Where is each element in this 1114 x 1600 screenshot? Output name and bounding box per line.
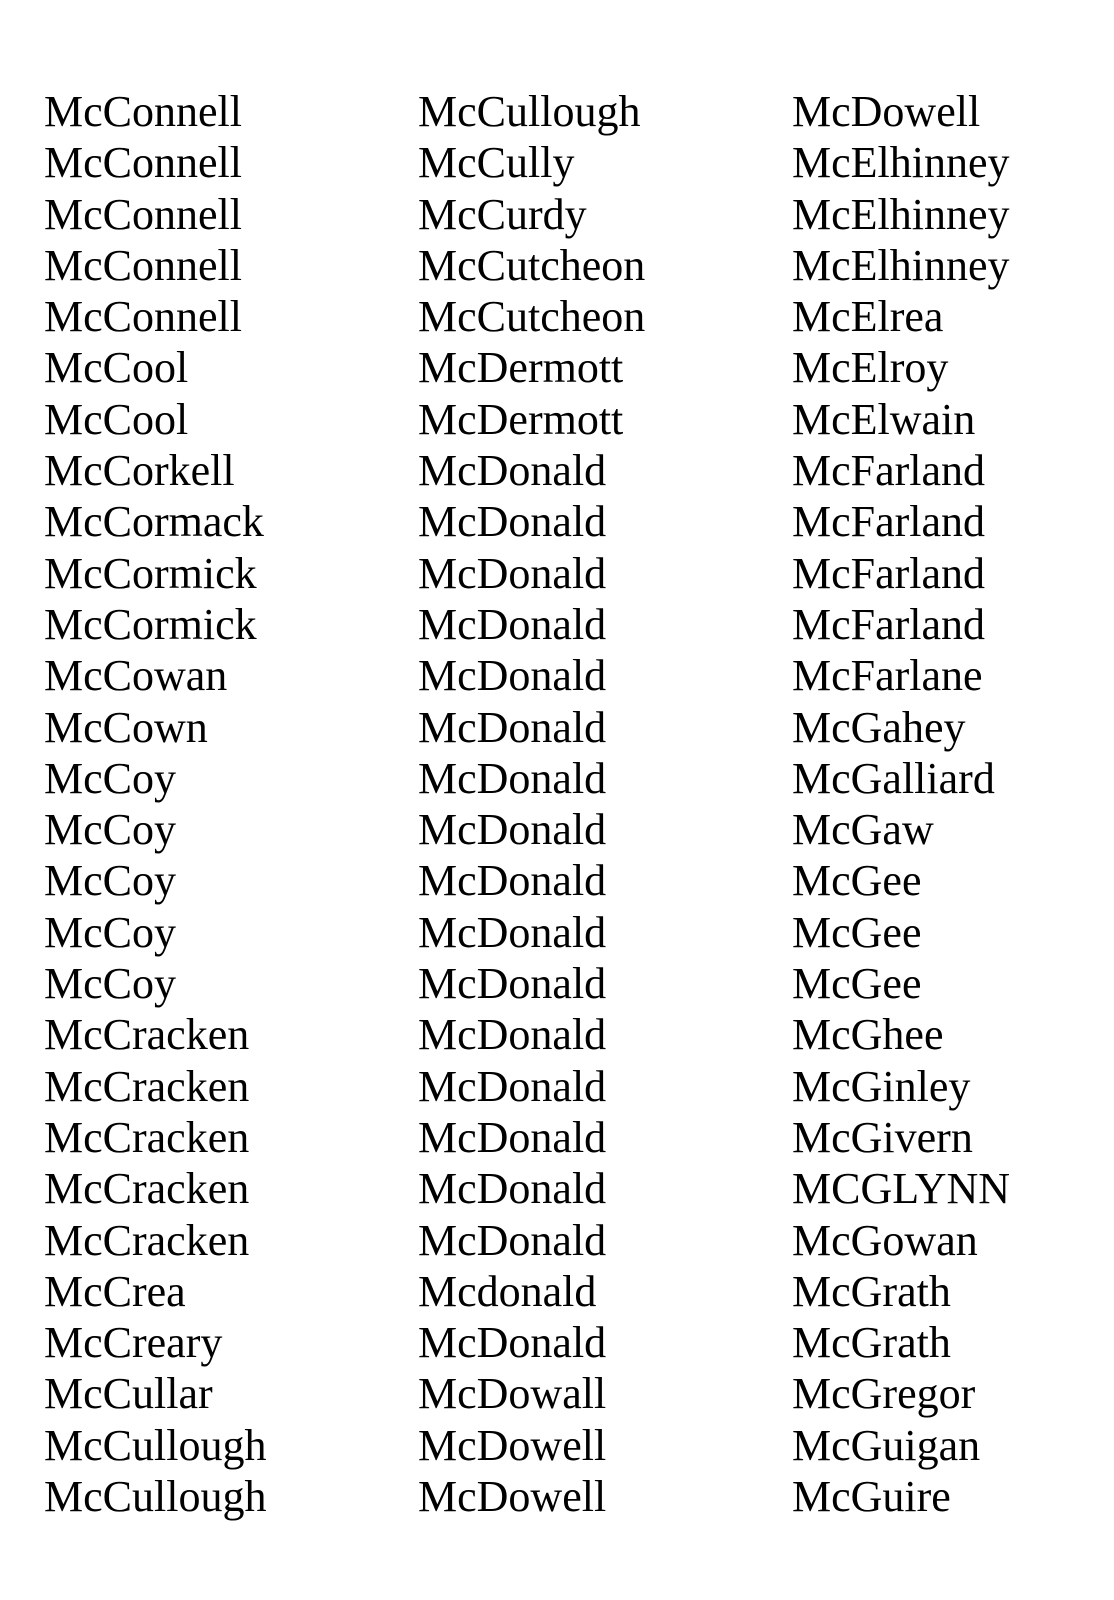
- surname-entry: McCreary: [44, 1318, 223, 1368]
- surname-entry: McDonald: [418, 497, 607, 547]
- surname-entry: McDowell: [792, 87, 981, 136]
- surname-entry: McGee: [792, 959, 922, 1009]
- surname-entry: McConnell: [44, 87, 242, 136]
- surname-entry: McCool: [44, 394, 189, 444]
- surname-entry: McDowell: [418, 1472, 607, 1522]
- surname-entry: McCracken: [44, 1010, 250, 1060]
- surname-entry: McGrath: [792, 1266, 951, 1316]
- surname-entry: Mcdonald: [418, 1266, 597, 1316]
- surname-entry: McDonald: [418, 907, 607, 957]
- surname-entry: McFarland: [792, 497, 986, 547]
- surname-entry: McDonald: [418, 446, 607, 496]
- surname-entry: McCracken: [44, 1061, 250, 1111]
- surname-entry: McCracken: [44, 1164, 250, 1214]
- surname-entry: McCoy: [44, 959, 176, 1009]
- surname-entry: McElroy: [792, 343, 949, 393]
- surname-entry: McConnell: [44, 138, 242, 188]
- surname-entry: McCullough: [44, 1420, 267, 1470]
- surname-entry: McDonald: [418, 548, 607, 598]
- surname-entry: McFarland: [792, 446, 986, 496]
- surname-entry: McCully: [418, 138, 575, 188]
- surname-entry: McCullough: [418, 87, 641, 136]
- surname-entry: McGregor: [792, 1369, 976, 1419]
- surname-entry: McCrea: [44, 1266, 186, 1316]
- surname-entry: McCullar: [44, 1369, 213, 1419]
- surname-entry: McDermott: [418, 343, 624, 393]
- surname-entry: McGee: [792, 907, 922, 957]
- surname-entry: McDonald: [418, 805, 607, 855]
- surname-entry: McGivern: [792, 1112, 973, 1162]
- surname-entry: McElwain: [792, 394, 976, 444]
- surname-entry: McConnell: [44, 292, 242, 342]
- surname-entry: McCullough: [44, 1472, 267, 1522]
- surname-entry: McConnell: [44, 189, 242, 239]
- surname-entry: McCormick: [44, 599, 257, 649]
- surname-entry: McFarlane: [792, 651, 983, 701]
- surname-entry: McCormack: [44, 497, 264, 547]
- surname-entry: McGuigan: [792, 1420, 981, 1470]
- surname-entry: McConnell: [44, 240, 242, 290]
- surname-entry: McDonald: [418, 856, 607, 906]
- name-column-1: [44, 86, 266, 1522]
- surname-entry: McGahey: [792, 702, 966, 752]
- surname-entry: McGinley: [792, 1061, 971, 1111]
- name-column-2: [418, 86, 645, 1522]
- surname-entry: McCool: [44, 343, 189, 393]
- surname-entry: McDonald: [418, 1010, 607, 1060]
- surname-entry: McCutcheon: [418, 240, 646, 290]
- surname-entry: McDowall: [418, 1369, 607, 1419]
- surname-entry: McDonald: [418, 651, 607, 701]
- surname-entry: McDonald: [418, 1164, 607, 1214]
- surname-entry: McDermott: [418, 394, 624, 444]
- surname-entry: McGaw: [792, 805, 934, 855]
- surname-entry: McGhee: [792, 1010, 944, 1060]
- surname-entry: McFarland: [792, 548, 986, 598]
- surname-entry: McCoy: [44, 907, 176, 957]
- surname-entry: McCorkell: [44, 446, 235, 496]
- surname-entry: McCoy: [44, 856, 176, 906]
- surname-entry: McCutcheon: [418, 292, 646, 342]
- surname-entry: McDowell: [418, 1420, 607, 1470]
- surname-entry: McCowan: [44, 651, 228, 701]
- surname-entry: McCormick: [44, 548, 257, 598]
- surname-entry: McGuire: [792, 1472, 951, 1522]
- surname-entry: McCurdy: [418, 189, 587, 239]
- surname-entry: McCracken: [44, 1215, 250, 1265]
- surname-entry: McCoy: [44, 753, 176, 803]
- surname-entry: McDonald: [418, 753, 607, 803]
- surname-entry: McElhinney: [792, 138, 1010, 188]
- surname-entry: McGalliard: [792, 753, 995, 803]
- surname-entry: McGrath: [792, 1318, 951, 1368]
- surname-entry: McCracken: [44, 1112, 250, 1162]
- surname-entry: McCoy: [44, 805, 176, 855]
- surname-entry: McFarland: [792, 599, 986, 649]
- name-column-3: [792, 86, 1010, 1522]
- surname-entry: McDonald: [418, 599, 607, 649]
- surname-entry: McDonald: [418, 1061, 607, 1111]
- surname-entry: McGee: [792, 856, 922, 906]
- surname-entry: McElhinney: [792, 189, 1010, 239]
- surname-entry: McCown: [44, 702, 208, 752]
- surname-entry: McElrea: [792, 292, 944, 342]
- surname-entry: McDonald: [418, 1215, 607, 1265]
- surname-entry: McDonald: [418, 959, 607, 1009]
- surname-entry: McGowan: [792, 1215, 978, 1265]
- surname-entry: MCGLYNN: [792, 1164, 1011, 1214]
- surname-entry: McElhinney: [792, 240, 1010, 290]
- surname-entry: McDonald: [418, 1112, 607, 1162]
- surname-entry: McDonald: [418, 1318, 607, 1368]
- surname-entry: McDonald: [418, 702, 607, 752]
